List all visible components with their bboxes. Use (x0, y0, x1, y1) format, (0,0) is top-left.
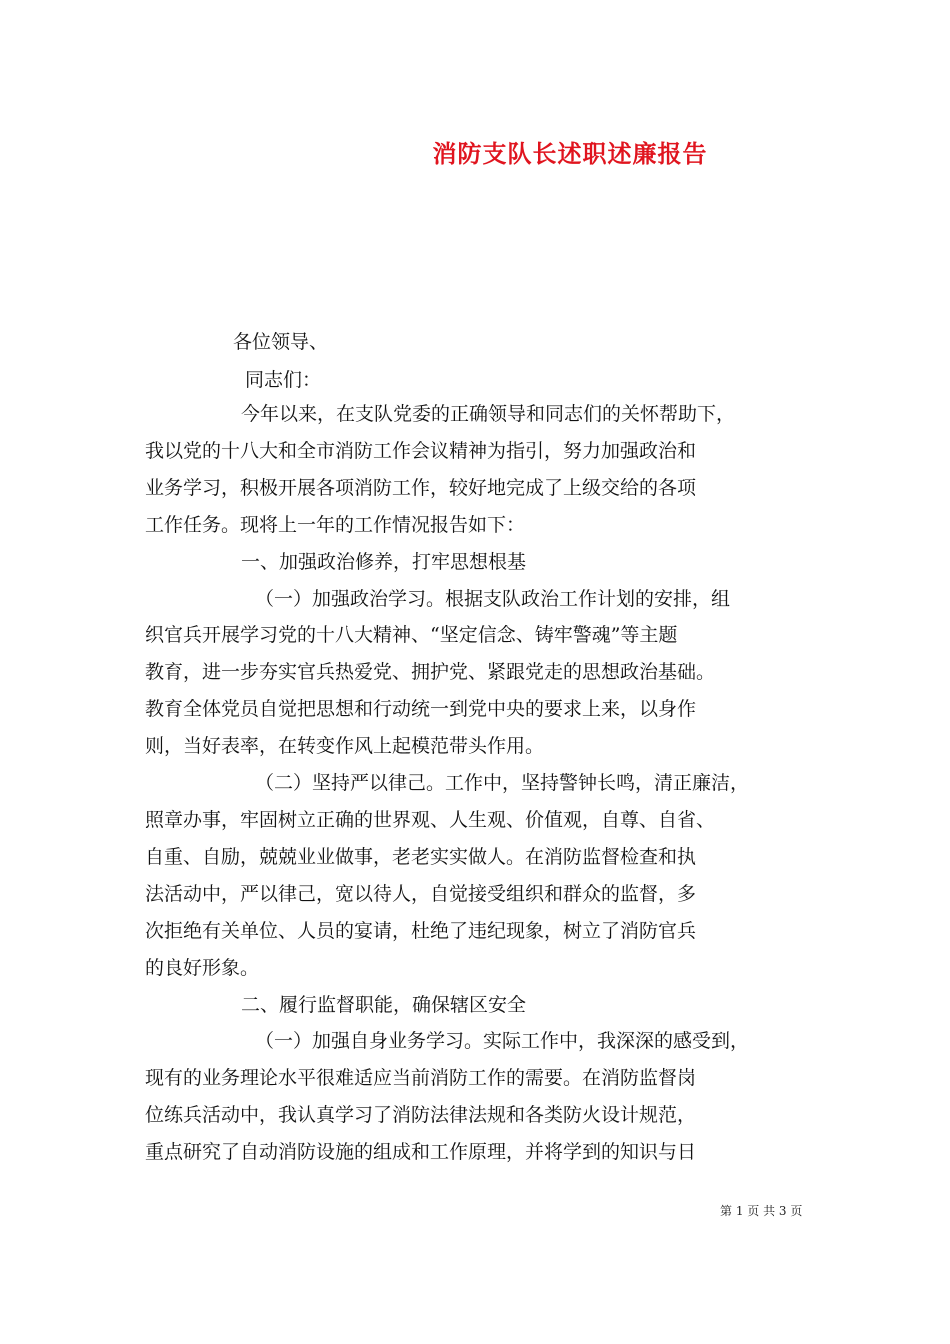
text-line: （一）加强自身业务学习。实际工作中，我深深的感受到， (255, 1030, 750, 1053)
greeting-leaders: 各位领导、 (233, 331, 329, 353)
text-line: 次拒绝有关单位、人员的宴请，杜绝了违纪现象，树立了消防官兵 (145, 919, 697, 942)
text-line: 今年以来，在支队党委的正确领导和同志们的关怀帮助下， (241, 403, 736, 425)
text-line: 工作任务。现将上一年的工作情况报告如下： (145, 513, 526, 536)
greeting-comrades: 同志们： (245, 369, 322, 391)
text-line: 重点研究了自动消防设施的组成和工作原理，并将学到的知识与日 (145, 1141, 697, 1164)
text-line: （一）加强政治学习。根据支队政治工作计划的安排，组 (255, 587, 731, 610)
page-number: 第 1 页 共 3 页 (720, 1204, 803, 1218)
document-title: 消防支队长述职述廉报告 (432, 139, 708, 168)
text-line: 照章办事，牢固树立正确的世界观、人生观、价值观，自尊、自省、 (145, 808, 716, 831)
text-line: 教育全体党员自觉把思想和行动统一到党中央的要求上来，以身作 (145, 698, 697, 721)
text-line: （二）坚持严以律己。工作中，坚持警钟长鸣，清正廉洁， (255, 772, 750, 795)
text-line: 自重、自励，兢兢业业做事，老老实实做人。在消防监督检查和执 (145, 845, 697, 868)
text-line: 法活动中，严以律己，宽以待人，自觉接受组织和群众的监督，多 (145, 882, 697, 905)
text-line: 我以党的十八大和全市消防工作会议精神为指引，努力加强政治和 (145, 439, 697, 462)
document-body (145, 396, 835, 1171)
text-line: 位练兵活动中，我认真学习了消防法律法规和各类防火设计规范， (145, 1104, 697, 1127)
section-heading: 一、加强政治修养，打牢思想根基 (241, 550, 527, 573)
text-line: 的良好形象。 (145, 956, 260, 979)
text-line: 教育，进一步夯实官兵热爱党、拥护党、紧跟党走的思想政治基础。 (145, 661, 716, 684)
text-line: 则，当好表率，在转变作风上起模范带头作用。 (145, 735, 545, 758)
text-line: 现有的业务理论水平很难适应当前消防工作的需要。在消防监督岗 (145, 1067, 697, 1090)
text-line: 织官兵开展学习党的十八大精神、“坚定信念、铸牢警魂”等主题 (145, 624, 678, 647)
section-heading: 二、履行监督职能，确保辖区安全 (241, 993, 527, 1016)
text-line: 业务学习，积极开展各项消防工作，较好地完成了上级交给的各项 (145, 476, 697, 499)
